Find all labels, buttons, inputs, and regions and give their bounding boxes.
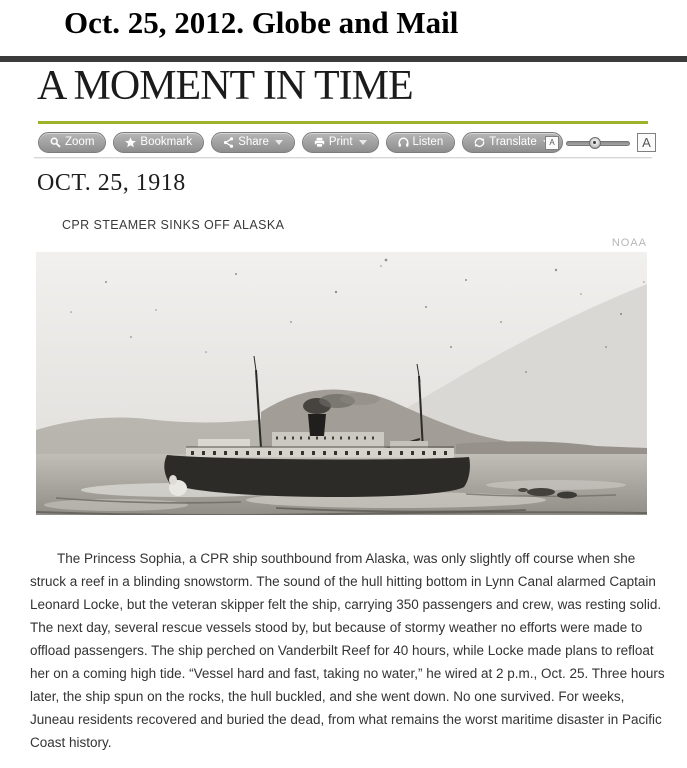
listen-button-label: Listen bbox=[412, 136, 444, 148]
print-button-label: Print bbox=[328, 136, 353, 148]
bookmark-button[interactable] bbox=[113, 132, 204, 153]
slider-thumb[interactable] bbox=[589, 137, 601, 149]
print-button[interactable] bbox=[302, 132, 379, 153]
masthead-title: A MOMENT IN TIME bbox=[37, 63, 413, 109]
printer-icon bbox=[314, 137, 325, 148]
magnifier-icon bbox=[50, 137, 61, 148]
toolbar-divider bbox=[34, 157, 652, 159]
caret-down-icon bbox=[359, 140, 367, 145]
bookmark-button-label: Bookmark bbox=[140, 136, 193, 148]
toolbar bbox=[38, 130, 656, 154]
headphones-icon bbox=[398, 137, 409, 148]
text-size-slider[interactable] bbox=[566, 136, 630, 150]
caret-down-icon bbox=[275, 140, 283, 145]
article-headline: CPR STEAMER SINKS OFF ALASKA bbox=[62, 218, 285, 232]
zoom-button-label: Zoom bbox=[65, 136, 95, 148]
photo-credit: NOAA bbox=[611, 237, 647, 249]
share-button[interactable] bbox=[211, 132, 295, 153]
share-icon bbox=[223, 137, 234, 148]
article-date-heading: OCT. 25, 1918 bbox=[37, 170, 186, 196]
listen-button[interactable] bbox=[386, 132, 456, 153]
text-size-large-button[interactable]: A bbox=[637, 133, 656, 152]
accent-rule bbox=[38, 121, 648, 124]
page-caption: Oct. 25, 2012. Globe and Mail bbox=[64, 5, 459, 40]
zoom-button[interactable] bbox=[38, 132, 106, 153]
share-button-label: Share bbox=[238, 136, 269, 148]
article-photo bbox=[36, 252, 647, 515]
text-size-small-button[interactable]: A bbox=[545, 136, 559, 150]
steamship-photo-illustration bbox=[36, 252, 647, 515]
translate-button-label: Translate bbox=[489, 136, 537, 148]
text-size-control bbox=[545, 133, 656, 152]
article-body: The Princess Sophia, a CPR ship southbound from Alaska, was only slightly off course when she struck a reef in a blinding snowstorm. The sound of the hull hitting bottom in Lynn Canal alarmed Captain Leonard Locke, but the veteran skipper felt the ship, carrying 350 passengers and crew, was resting solid. The next day, several rescue vessels stood by, but because of stormy weather no efforts were made to offload passengers. The ship perched on Vanderbilt Reef for 40 hours, while Locke made plans to refloat her on a coming high tide. “Vessel hard and fast, taking no water,” he wired at 2 p.m., Oct. 25. Three hours later, the ship spun on the rocks, the hull buckled, and she went down. No one survived. For weeks, Juneau residents recovered and buried the dead, from what remains the worst maritime disaster in Pacific Coast history. bbox=[30, 551, 665, 750]
translate-icon bbox=[474, 137, 485, 148]
star-icon bbox=[125, 137, 136, 148]
